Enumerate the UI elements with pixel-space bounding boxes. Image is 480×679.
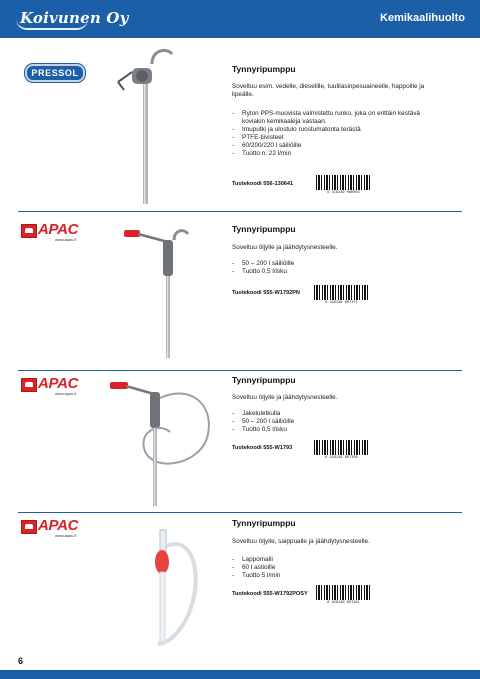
feature-item: - Tuotto 0,5 l/isku	[232, 268, 442, 276]
section-title: Kemikaalihuolto	[380, 12, 465, 24]
feature-list	[232, 110, 442, 158]
barcode-bars	[314, 285, 369, 300]
feature-list	[232, 556, 442, 580]
apac-wordmark: APAC	[38, 375, 79, 392]
apac-url: www.apac.it	[55, 533, 77, 538]
logo-text: Koivunen Oy	[20, 9, 129, 27]
barcode-digits: 6 416240 897395	[325, 455, 358, 459]
barcode	[314, 440, 369, 460]
barcode	[316, 585, 371, 605]
apac-mark-icon	[21, 520, 37, 534]
section-separator	[18, 370, 462, 371]
product-description: Soveltuu öljylle ja jäähdytysnesteelle.	[232, 394, 338, 401]
product-code: Tuotekoodi 555-W1792POSY	[232, 591, 308, 597]
feature-item: - Ryton PPS-muovista valmistettu runko, joka on erittäin kestävä koviakin kemikaaleja vastaan.	[232, 110, 442, 126]
header-bar	[0, 0, 480, 38]
barcode-bars	[314, 440, 369, 455]
feature-list	[232, 260, 442, 276]
barcode-digits: 6 416240 897401	[327, 600, 360, 604]
page-number: 6	[18, 656, 24, 666]
section-separator	[18, 512, 462, 513]
feature-item: - 60/200/220 l säiliöille	[232, 142, 442, 150]
product-title: Tynnyripumppu	[232, 64, 296, 74]
apac-mark-icon	[21, 378, 37, 392]
pressol-brand-logo: PRESSOL	[25, 64, 85, 82]
feature-item: - Tuotto 0,5 l/isku	[232, 426, 442, 434]
barcode	[316, 175, 371, 195]
barcode-bars	[316, 585, 371, 600]
apac-brand-logo	[21, 222, 85, 246]
feature-item: - Tuotto 5 l/min	[232, 572, 442, 580]
product-title: Tynnyripumppu	[232, 375, 296, 385]
barcode-digits: 6 416240 897371	[325, 300, 358, 304]
product-code: Tuotekoodi 555-W1792PN	[232, 290, 300, 296]
feature-item: - Tuotto n. 22 l/min	[232, 150, 442, 158]
feature-item: - Imuputki ja ulostulo ruostumatonta terästä	[232, 126, 442, 134]
product-code: Tuotekoodi 555-W1793	[232, 445, 293, 451]
apac-brand-logo	[21, 376, 85, 400]
product-image-hose-pump	[110, 374, 220, 510]
product-description: Soveltuu öljylle ja jäähdytysnesteelle.	[232, 244, 338, 251]
feature-item: - 50 – 200 l säiliöille	[232, 260, 442, 268]
product-title: Tynnyripumppu	[232, 518, 296, 528]
product-image-lever-pump	[118, 222, 198, 362]
apac-brand-logo	[21, 518, 85, 542]
product-description: Soveltuu öljylle, saippualle ja jäähdytysnesteelle.	[232, 538, 370, 545]
feature-item: - Jakeluletkulla	[232, 410, 442, 418]
apac-url: www.apac.it	[55, 391, 77, 396]
product-title: Tynnyripumppu	[232, 224, 296, 234]
section-separator	[18, 211, 462, 212]
logo-swoosh	[16, 19, 88, 30]
feature-item: - Lappomalli	[232, 556, 442, 564]
barcode-digits: 6 416240 906983	[327, 190, 360, 194]
apac-wordmark: APAC	[38, 221, 79, 238]
feature-item: - 50 – 200 l säiliöille	[232, 418, 442, 426]
barcode-bars	[316, 175, 371, 190]
feature-item: - PTFE-tiivisteet	[232, 134, 442, 142]
product-description: Soveltuu esim. vedelle, dieselille, tuulilasinpesuaineelle, happoille ja lipeälle.	[232, 83, 425, 99]
company-logo	[20, 9, 129, 27]
feature-item: - 60 l astioille	[232, 564, 442, 572]
apac-url: www.apac.it	[55, 237, 77, 242]
barcode	[314, 285, 369, 305]
footer-bar	[0, 670, 480, 679]
product-image-siphon-pump	[140, 516, 210, 650]
apac-wordmark: APAC	[38, 517, 79, 534]
feature-list	[232, 410, 442, 434]
apac-mark-icon	[21, 224, 37, 238]
product-image-pressol-pump	[112, 44, 182, 210]
product-code: Tuotekoodi 556-130641	[232, 181, 294, 187]
